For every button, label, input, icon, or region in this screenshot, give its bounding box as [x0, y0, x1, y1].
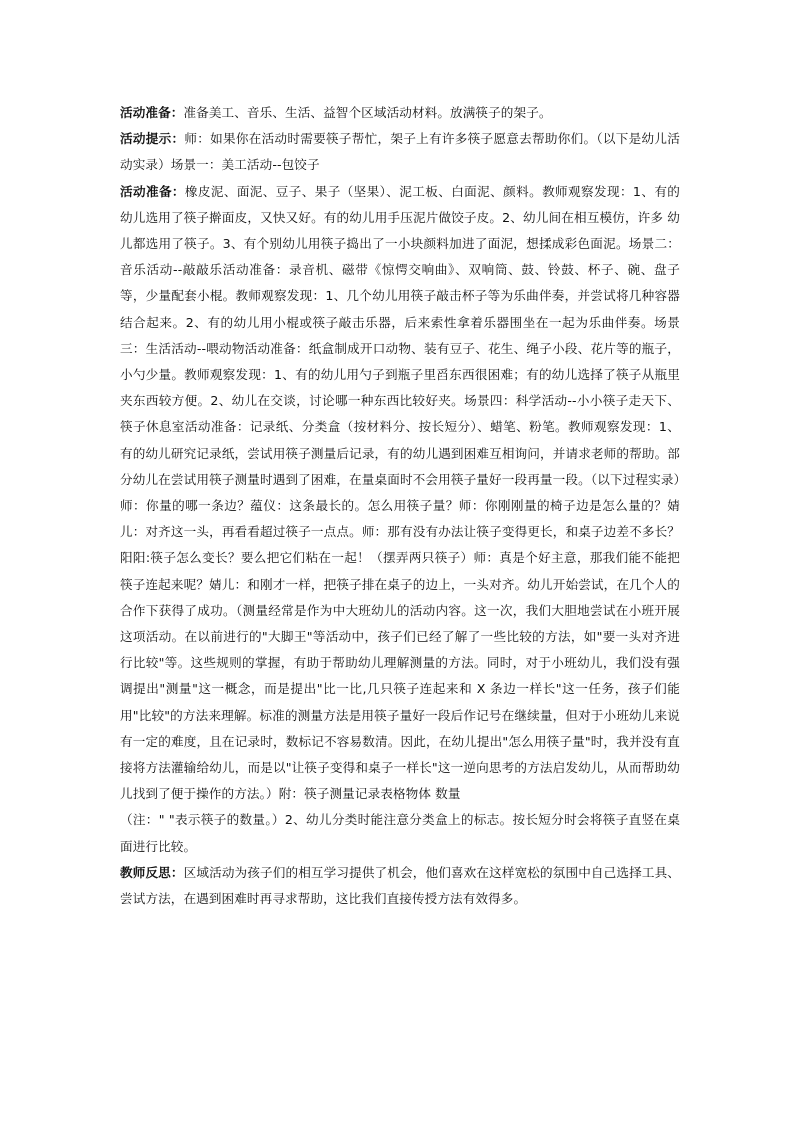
- paragraph-activity-preparation: [120, 100, 680, 126]
- paragraph-label: 活动准备：: [120, 183, 185, 199]
- paragraph-activity-tips: [120, 126, 680, 178]
- paragraph-teacher-reflection: [120, 860, 680, 912]
- paragraph-label: 活动提示：: [120, 131, 185, 147]
- paragraph-text: （注：" "表示筷子的数量。）2、幼儿分类时能注意分类盒上的标志。按长短分时会将筷子直竖在桌面进行比较。: [120, 812, 680, 854]
- paragraph-text: 准备美工、音乐、生活、益智个区域活动材料。放满筷子的架子。: [183, 105, 552, 120]
- paragraph-note: [120, 807, 680, 859]
- paragraph-label: 活动准备：: [120, 105, 184, 120]
- paragraph-text: 区域活动为孩子们的相互学习提供了机会，他们喜欢在这样宽松的氛围中自己选择工具、尝试方法，在遇到困难时再寻求帮助，这比我们直接传授方法有效得多。: [120, 864, 680, 907]
- paragraph-text: 师：如果你在活动时需要筷子帮忙，架子上有许多筷子愿意去帮助你们。（以下是幼儿活动实录）场景一：美工活动--包饺子: [120, 131, 680, 173]
- paragraph-activity-record: [120, 179, 680, 808]
- document-body: [120, 100, 680, 912]
- paragraph-label: 教师反思：: [120, 864, 184, 880]
- paragraph-text: 橡皮泥、面泥、豆子、果子（坚果）、泥工板、白面泥、颜料。教师观察发现：1、有的幼儿选用了筷子擀面皮，又快又好。有的幼儿用手压泥片做饺子皮。2、幼儿间在相互模仿，许多 幼儿都选用了筷子。3、有个别幼儿用筷子捣出了一小块颜料加进了面泥，想揉成彩色面泥。场景二：音乐活动--敲敲乐活动准备：录音机、磁带《惊愕交响曲》、双响筒、鼓、铃鼓、杯子、碗、盘子等，少量配套小棍。教师观察发现：1、几个幼儿用筷子敲击杯子等为乐曲伴奏，并尝试将几种容器结合起来。2、有的幼儿用小棍或筷子敲击乐器，后来索性拿着乐器围坐在一起为乐曲伴奏。场景三：生活活动--喂动物活动准备：纸盒制成开口动物、装有豆子、花生、绳子小段、花片等的瓶子，小勺少量。教师观察发现：1、有的幼儿用勺子到瓶子里舀东西很困难；有的幼儿选择了筷子从瓶里夹东西较方便。2、幼儿在交谈，讨论哪一种东西比较好夹。场景四：科学活动--小小筷子走天下、筷子休息室活动准备：记录纸、分类盒（按材料分、按长短分）、蜡笔、粉笔。教师观察发现：1、有的幼儿研究记录纸，尝试用筷子测量后记录，有的幼儿遇到困难互相询问，并请求老师的帮助。部分幼儿在尝试用筷子测量时遇到了困难，在量桌面时不会用筷子量好一段再量一段。（以下过程实录）师：你量的哪一条边？蕴仪：这条最长的。怎么用筷子量？师：你刚刚量的椅子边是怎么量的？婧儿：对齐这一头，再看看超过筷子一点点。师：那有没有办法让筷子变得更长，和桌子边差不多长？阳阳:筷子怎么变长？要么把它们粘在一起！（摆弄两只筷子）师：真是个好主意，那我们能不能把筷子连起来呢？婧儿：和刚才一样，把筷子排在桌子的边上，一头对齐。幼儿开始尝试，在几个人的合作下获得了成功。（测量经常是作为中大班幼儿的活动内容。这一次，我们大胆地尝试在小班开展这项活动。在以前进行的"大脚王"等活动中，孩子们已经了解了一些比较的方法，如"要一头对齐进行比较"等。这些规则的掌握，有助于帮助幼儿理解测量的方法。同时，对于小班幼儿，我们没有强调提出"测量"这一概念，而是提出"比一比,几只筷子连起来和 X 条边一样长"这一任务，孩子们能用"比较"的方法来理解。标准的测量方法是用筷子量好一段后作记号在继续量，但对于小班幼儿来说有一定的难度，且在记录时，数标记不容易数清。因此，在幼儿提出"怎么用筷子量"时，我并没有直接将方法灌输给幼儿，而是以"让筷子变得和桌子一样长"这一逆向思考的方法启发幼儿，从而帮助幼儿找到了便于操作的方法。）附：筷子测量记录表格物体 数量: [120, 183, 680, 802]
